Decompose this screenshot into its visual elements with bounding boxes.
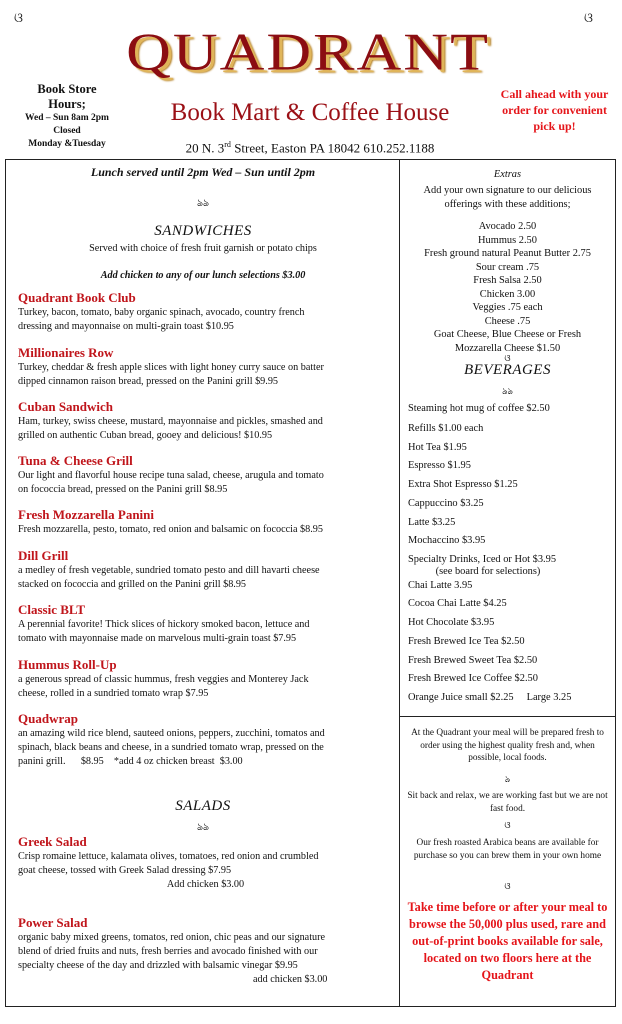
item-name: Quadrant Book Club — [18, 290, 136, 305]
extras-item: Avocado 2.50 — [478, 221, 537, 232]
extras-item: Mozzarella Cheese $1.50 — [454, 342, 561, 354]
sandwiches-note: Served with choice of fresh fruit garnish or potato chips — [89, 243, 317, 254]
item-desc: add chicken $3.00 — [253, 974, 328, 985]
beverage-item: Latte $3.25 — [408, 517, 456, 528]
call-ahead-note: Call ahead with your order for convenient pick up! — [500, 87, 609, 133]
beverage-item: Specialty Drinks, Iced or Hot $3.95 — [408, 554, 557, 565]
item-desc: Add chicken $3.00 — [166, 879, 245, 890]
menu-item — [18, 602, 393, 646]
extras-item: Veggies .75 each — [472, 302, 543, 313]
info-box — [400, 717, 615, 1006]
beverages-heading: BEVERAGES — [464, 362, 551, 378]
beverage-item: Fresh Brewed Sweet Tea $2.50 — [408, 655, 538, 666]
info-paragraph: Sit back and relax, we are working fast but we are not fast food. — [407, 791, 608, 814]
item-desc: dipped cinnamon raison bread, pressed on the Panini grill $9.95 — [18, 376, 279, 387]
beverage-item: Cappuccino $3.25 — [408, 498, 484, 509]
item-name: Classic BLT — [18, 602, 86, 617]
right-column — [400, 160, 615, 1006]
ornament-top-left: ଓ — [14, 10, 23, 25]
item-name: Greek Salad — [18, 834, 87, 849]
item-desc: stacked on fococcia and grilled on the Panini grill $8.95 — [18, 579, 247, 590]
extras-intro: Add your own signature to our delicious — [423, 185, 592, 196]
ornament: ଓ — [504, 820, 511, 830]
menu-item — [18, 399, 393, 443]
menu-item — [18, 453, 393, 497]
beverage-item: Espresso $1.95 — [408, 460, 471, 471]
item-desc: Our light and flavorful house recipe tuna salad, cheese, arugula and tomato — [18, 470, 324, 481]
item-desc: panini grill. $8.95 *add 4 oz chicken breast $3.00 — [18, 756, 243, 767]
item-name: Millionaires Row — [18, 345, 114, 360]
item-desc: specialty cheese of the day and drizzled with balsamic vinegar $9.95 — [18, 960, 298, 971]
item-desc: Ham, turkey, swiss cheese, mustard, mayonnaise and pickles, smashed and — [18, 416, 323, 427]
item-desc: dressing and mayonnaise on multi-grain toast $10.95 — [18, 321, 234, 332]
ornament: ঌঌ — [196, 822, 210, 833]
hours-line: Closed — [53, 126, 81, 136]
beverage-item: Mochaccino $3.95 — [408, 535, 486, 546]
beverage-item: Refills $1.00 each — [408, 423, 484, 434]
item-name: Fresh Mozzarella Panini — [18, 507, 154, 522]
page-subtitle: Book Mart & Coffee House — [170, 99, 450, 126]
beverage-item: Extra Shot Espresso $1.25 — [408, 479, 518, 490]
item-desc: Turkey, bacon, tomato, baby organic spinach, avocado, country french — [18, 307, 305, 318]
address-sup: rd — [224, 140, 231, 149]
item-desc: Crisp romaine lettuce, kalamata olives, tomatoes, red onion and crumbled — [18, 851, 319, 862]
chicken-note: Add chicken to any of our lunch selections $3.00 — [100, 270, 306, 281]
lunch-banner: Lunch served until 2pm Wed – Sun until 2pm — [90, 165, 316, 179]
ornament: ঌ — [504, 774, 511, 784]
menu-item — [18, 657, 393, 701]
extras-heading: Extras — [493, 169, 522, 180]
item-desc: cheese, rolled in a sundried tomato wrap $7.95 — [18, 688, 209, 699]
beverage-note: (see board for selections) — [435, 566, 541, 577]
item-desc: on fococcia bread, pressed on the Panini grill $8.95 — [18, 484, 228, 495]
item-name: Quadwrap — [18, 711, 78, 726]
item-desc: spinach, black beans and cheese, in a sundried tomato wrap, pressed on the — [18, 742, 324, 753]
beverage-item: Orange Juice small $2.25 Large 3.25 — [408, 692, 572, 703]
item-name: Dill Grill — [18, 548, 69, 563]
item-name: Hummus Roll-Up — [18, 657, 117, 672]
extras-item: Fresh Salsa 2.50 — [473, 275, 542, 286]
salads-heading: SALADS — [175, 798, 231, 814]
menu-item — [18, 345, 393, 389]
store-address — [150, 140, 470, 156]
item-desc: grilled on authentic Cuban bread, gooey and delicious! $10.95 — [18, 430, 273, 441]
address-part: Street, Easton PA 18042 610.252.1188 — [230, 140, 435, 156]
item-desc: a generous spread of classic hummus, fresh veggies and Monterey Jack — [18, 674, 309, 685]
extras-beverages-box — [400, 160, 615, 717]
item-desc: blend of dried fruits and nuts, fresh berries and avocado finished with our — [18, 946, 318, 957]
extras-list — [400, 220, 615, 355]
menu-item — [18, 711, 393, 769]
store-hours — [12, 82, 122, 151]
item-desc: Turkey, cheddar & fresh apple slices with light honey curry sauce on batter — [18, 362, 324, 373]
item-desc: tomato with mayonnaise made on marvelous multi-grain toast $7.95 — [18, 633, 297, 644]
info-paragraph: At the Quadrant your meal will be prepared fresh to order using the highest quality fresh and, when possible, local foods. — [411, 728, 604, 763]
ornament: ଓ — [504, 353, 511, 363]
extras-item: Hummus 2.50 — [478, 234, 537, 246]
extras-item: Fresh ground natural Peanut Butter 2.75 — [424, 248, 591, 259]
address-part: 20 N. 3 — [185, 140, 225, 156]
beverage-item: Chai Latte 3.95 — [408, 580, 473, 591]
hours-line: Wed – Sun 8am 2pm — [25, 113, 109, 123]
item-desc: a medley of fresh vegetable, sundried tomato pesto and dill havarti cheese — [18, 565, 320, 576]
extras-item: Cheese .75 — [484, 315, 531, 327]
hours-title: Book Store — [37, 82, 97, 96]
beverage-item: Cocoa Chai Latte $4.25 — [408, 598, 507, 609]
beverage-item: Steaming hot mug of coffee $2.50 — [408, 403, 550, 414]
menu-item — [18, 290, 393, 334]
beverage-item: Hot Tea $1.95 — [408, 442, 467, 453]
hours-title: Hours; — [48, 97, 86, 111]
books-promo: Take time before or after your meal to browse the 50,000 plus used, rare and out-of-print books available for sale, located on two floors here at the Quadrant — [407, 900, 608, 982]
lunch-column — [6, 160, 400, 1006]
beverage-item: Fresh Brewed Ice Coffee $2.50 — [408, 673, 538, 684]
hours-line: Monday &Tuesday — [28, 139, 106, 149]
menu-item — [18, 548, 393, 592]
beverage-item: Hot Chocolate $3.95 — [408, 617, 495, 628]
extras-item: Goat Cheese, Blue Cheese or Fresh — [433, 329, 582, 340]
menu-box — [5, 159, 616, 1007]
ornament-top-right: ଓ — [584, 10, 593, 25]
ornament: ଓ — [504, 881, 511, 891]
item-name: Cuban Sandwich — [18, 399, 114, 414]
item-desc: A perennial favorite! Thick slices of hickory smoked bacon, lettuce and — [18, 619, 310, 630]
item-desc: Fresh mozzarella, pesto, tomato, red onion and balsamic on fococcia $8.95 — [18, 524, 323, 535]
item-name: Power Salad — [18, 915, 88, 930]
extras-item: Sour cream .75 — [475, 261, 540, 273]
item-desc: goat cheese, tossed with Greek Salad dressing $7.95 — [18, 865, 232, 876]
sandwiches-heading: SANDWICHES — [154, 223, 252, 239]
info-paragraph: Our fresh roasted Arabica beans are available for purchase so you can brew them in your own home — [413, 838, 602, 861]
page-title: QUADRANT — [126, 22, 490, 82]
item-name: Tuna & Cheese Grill — [18, 453, 133, 468]
beverage-item: Fresh Brewed Ice Tea $2.50 — [408, 636, 525, 647]
extras-intro: offerings with these additions; — [444, 199, 571, 210]
item-desc: organic baby mixed greens, tomatos, red onion, chic peas and our signature — [18, 932, 326, 943]
extras-item: Chicken 3.00 — [479, 288, 536, 300]
ornament: ঌঌ — [502, 386, 513, 396]
menu-item — [18, 915, 393, 987]
item-desc: an amazing wild rice blend, sauteed onions, peppers, zucchini, tomatos and — [18, 728, 325, 739]
ornament: ঌঌ — [196, 198, 210, 209]
menu-item — [18, 507, 393, 537]
menu-item — [18, 834, 393, 892]
